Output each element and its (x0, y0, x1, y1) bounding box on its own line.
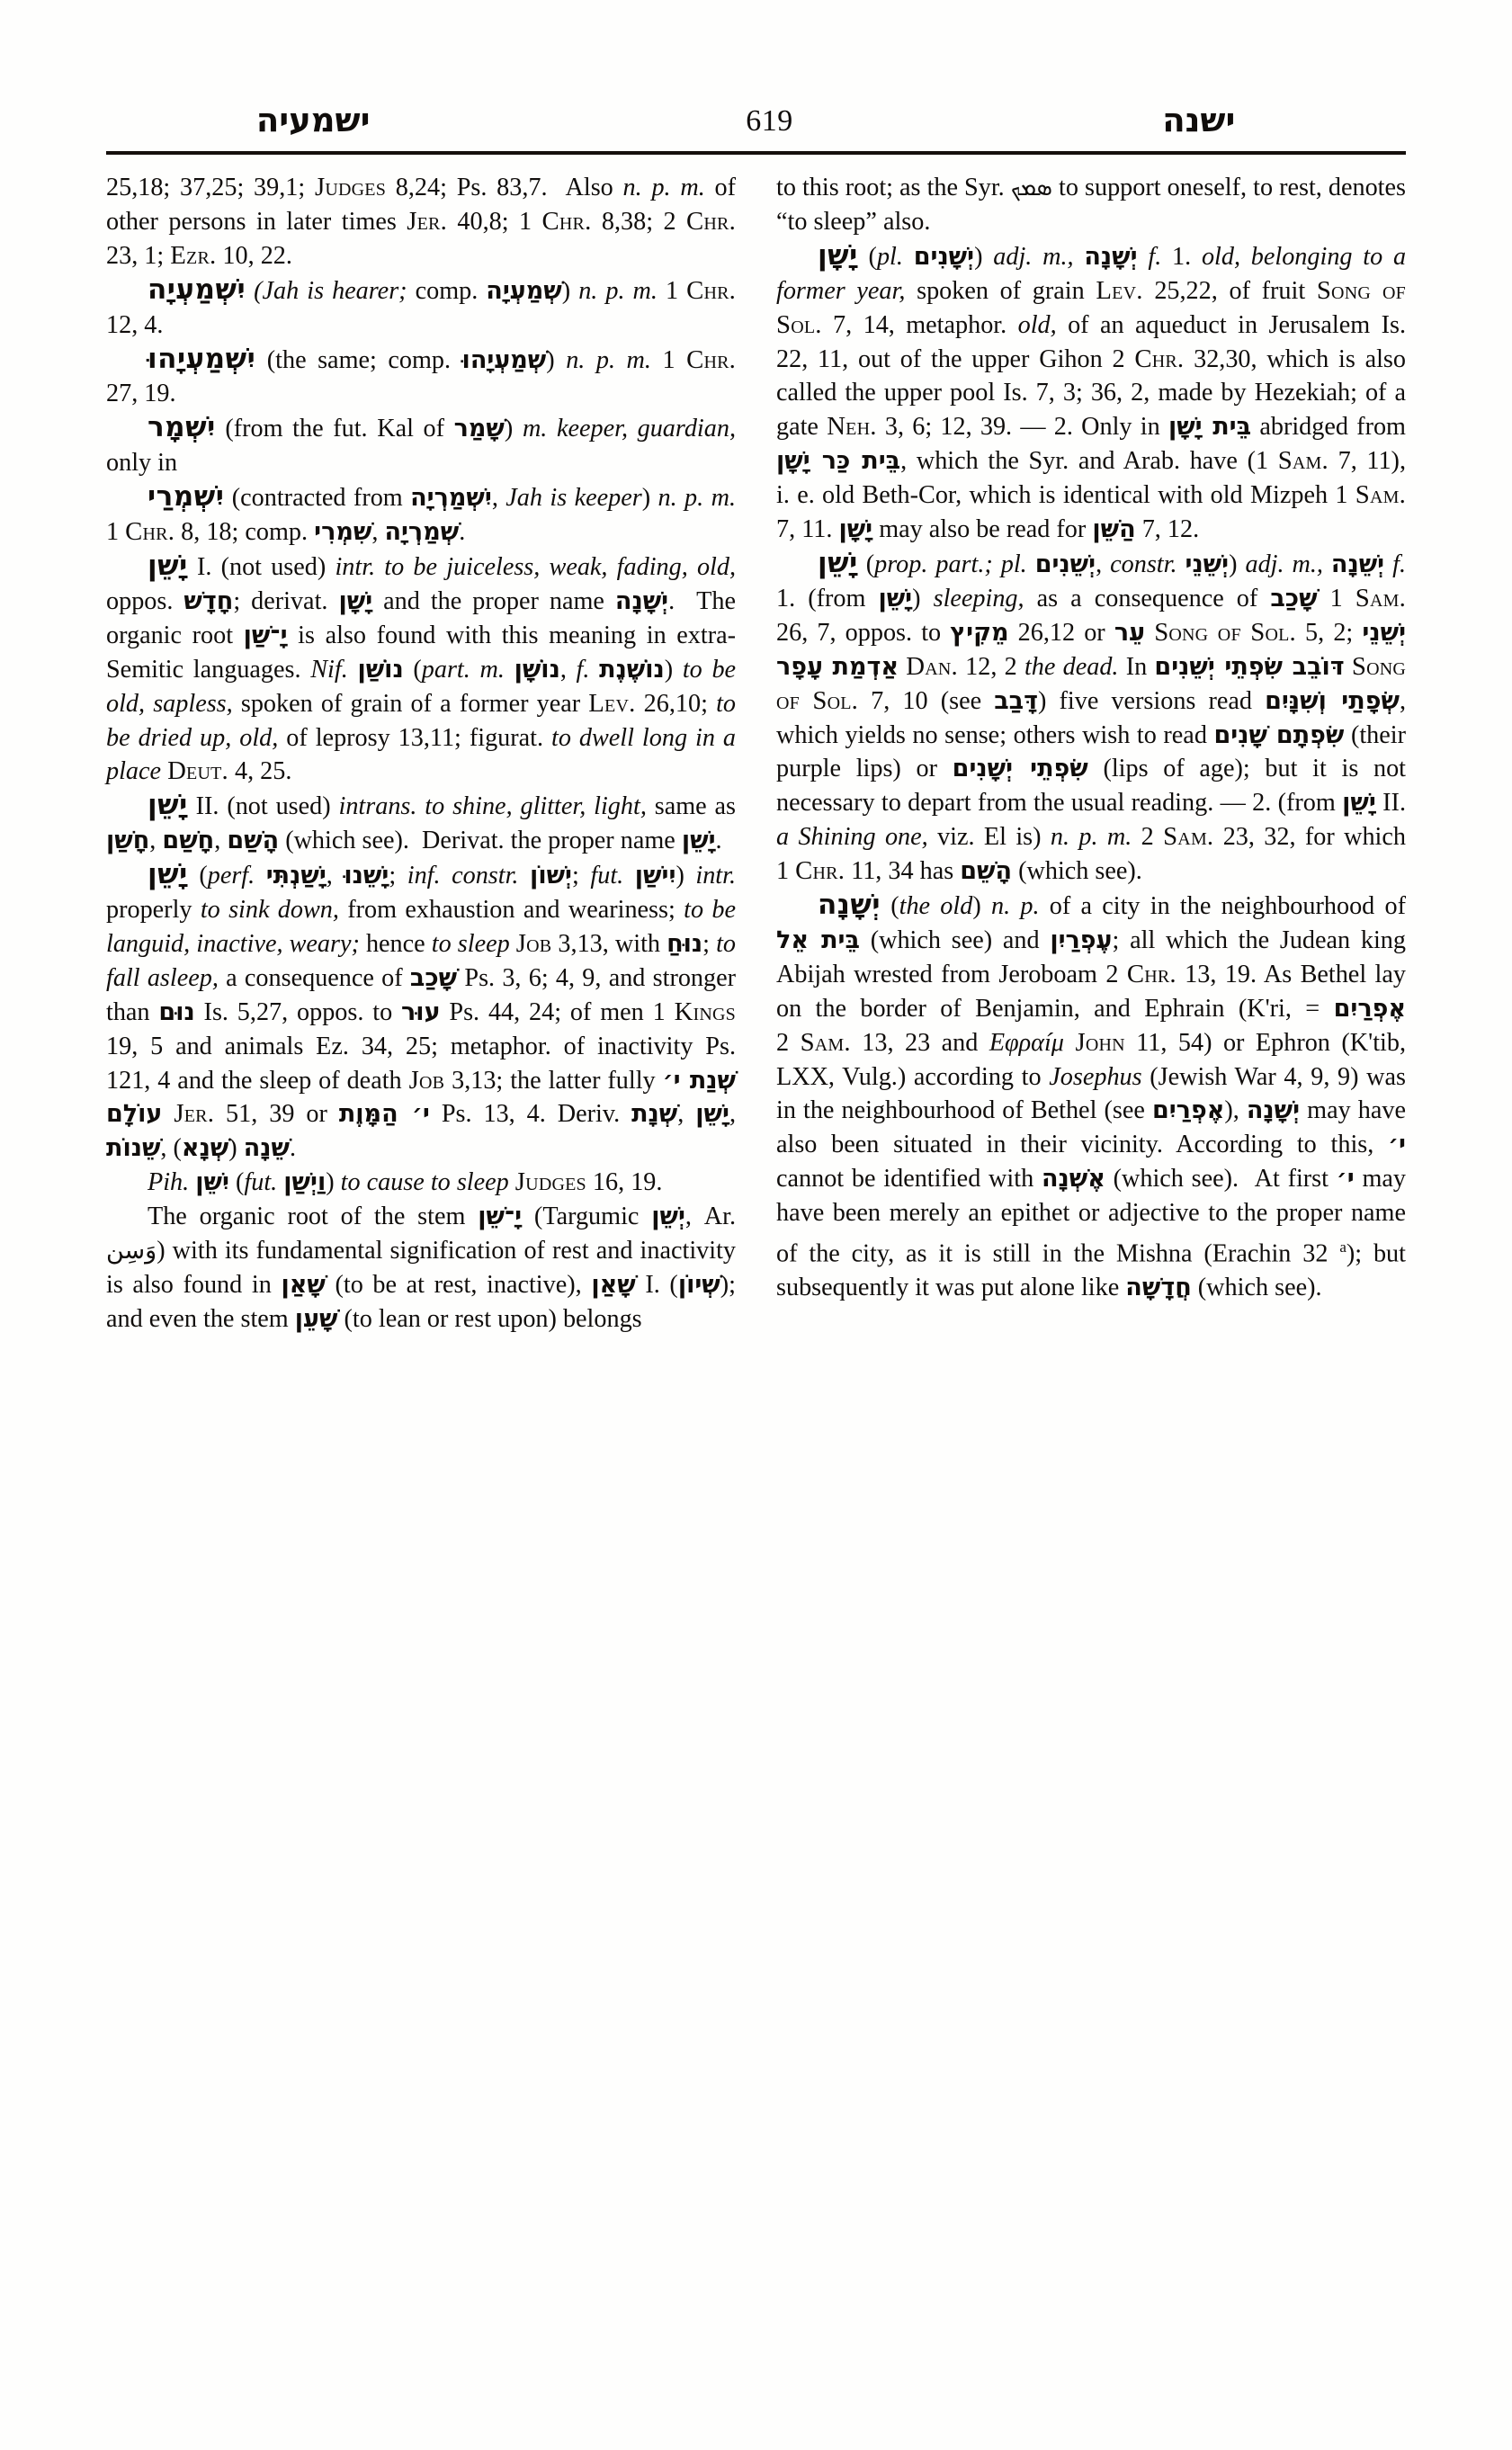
hebrew-inline: יָשֵׁן (681, 827, 716, 855)
book-abbr-jer: Jer. (174, 1099, 215, 1129)
gram-abbr: n. p. m. (622, 174, 705, 201)
hebrew-inline: עֵר (1114, 618, 1146, 647)
book-abbr-chr: Chr. (1126, 959, 1176, 988)
gloss: Jah is keeper (505, 484, 642, 513)
gram-abbr: n. p. m. (566, 345, 651, 374)
gram-abbr: intr. to be juiceless, weak, fading, old, (335, 552, 737, 581)
hebrew-inline: שִׂפְתָם שָׁנִים (1213, 720, 1345, 749)
hebrew-inline: חֲדָשָׁה (1125, 1274, 1192, 1302)
gram-abbr: intr. (695, 862, 737, 890)
book-abbr-song: Song of Sol. (776, 651, 1407, 715)
gram-abbr: n. p. m. (658, 484, 737, 513)
gloss: the dead. (1024, 652, 1119, 681)
header-rule (106, 151, 1406, 155)
em-dash: — (1020, 413, 1046, 442)
hebrew-inline: בֵּית אֵל (776, 925, 860, 954)
book-abbr-sam: Sam. (1277, 446, 1329, 476)
gram-abbr: pl. (876, 242, 903, 271)
column-right (776, 171, 1406, 2396)
book-abbr-neh: Neh. (827, 412, 877, 442)
gram-abbr: n. p. m. (1050, 823, 1132, 852)
gram-abbr: part. m. (421, 655, 505, 684)
page-number: 619 (746, 104, 793, 138)
paragraph-continuation: 25,18; 37,25; 39,1; Judges 8,24; Ps. 83,7. Also n. p. m. of other persons in later times Jer. 40,8; 1 Chr. 8,38; 2 Chr. 23, 1; Ezr. 10, 22. (106, 173, 737, 270)
hebrew-inline: שֵׁנָה (243, 1134, 290, 1163)
gram-abbr: f. (1148, 242, 1162, 271)
hebrew-inline: יְשֵׁנֵי אַדְמַת עָפָר (776, 618, 1407, 681)
headword: יִשְׁמְרַי (148, 480, 225, 514)
running-head (106, 77, 1406, 137)
book-abbr-ezr: Ezr. (170, 240, 217, 270)
book-abbr-john: John (1075, 1027, 1125, 1057)
gloss: keeper, guardian, (556, 415, 736, 443)
hebrew-inline: יִשְׁמַרְיָה (410, 484, 492, 513)
hebrew-inline: נוֹשַׁן (357, 655, 404, 684)
book-abbr-deut: Deut. (167, 756, 228, 786)
headword: יִשְׁמַעְיָה (148, 273, 246, 306)
book-abbr-chr: Chr. (125, 517, 175, 547)
headword: יִשֵּׁן (195, 1168, 229, 1197)
gram-abbr: f. (1392, 550, 1406, 578)
hebrew-inline: שֵׁנוֹת (106, 1134, 161, 1163)
hebrew-inline: שְׁמַרְיָה (384, 518, 460, 547)
hebrew-inline: יָשָׁן (838, 515, 873, 544)
hebrew-inline: מֵקִיץ (950, 618, 1009, 647)
source-josephus: Josephus (1049, 1062, 1142, 1091)
syriac-inline: ܣܡܟ (1010, 174, 1052, 201)
headword: יְשָׁנָה (818, 889, 881, 922)
hebrew-inline: שָׁמַר (453, 415, 505, 443)
hebrew-inline: נוּחַ (667, 929, 703, 958)
book-abbr-lev: Lev. (588, 688, 636, 718)
hebrew-inline: שִׂפְתֵי יְשָׁנִים (952, 755, 1088, 783)
running-head-left: ישמעיה (255, 101, 371, 139)
hebrew-inline: שְׁמַעְיָהוּ (461, 345, 547, 374)
hebrew-inline: יָשֵׁן (878, 584, 913, 612)
hebrew-inline: דָּבַב (994, 686, 1039, 715)
dictionary-entry: Pih. יִשֵּׁן (fut. וַיְשַׁן) to cause to sleep Judges 16, 19. (148, 1167, 663, 1197)
hebrew-inline: יְשָׁנָה (1084, 242, 1138, 271)
dictionary-entry: יָשֵׁן I. (not used) intr. to be juiceless, weak, fading, old, oppos. חָדָשׁ; derivat. יָשָׁן and the proper name יְשָׁנָה. The organic root יָ־שַׁן is also found with this meaning in extra-Semitic languages. Nif. נוֹשַׁן (part. m. נוֹשָׁן, f. נוֹשֶׁנֶת) to be old, sapless, spoken of grain of a former year Lev. 26,10; to be dried up, old, of leprosy 13,11; figurat. to dwell long in a place Deut. 4, 25. (106, 549, 737, 786)
book-abbr-judges: Judges (514, 1167, 586, 1197)
gram-abbr: fut. (590, 862, 624, 890)
book-abbr-chr: Chr. (1134, 344, 1185, 373)
gloss: the old (899, 892, 973, 921)
ref-list: 25,18; 37,25; 39,1; (106, 174, 306, 201)
gram-abbr: fut. (244, 1168, 278, 1197)
book-abbr-song: Song of Sol. (1154, 617, 1296, 647)
hebrew-inline: עֶפְרַיִן (1050, 925, 1113, 954)
dictionary-entry: יִשְׁמְרַי (contracted from יִשְׁמַרְיָה, Jah is keeper) n. p. m. 1 Chr. 8, 18; comp. שִׁמְרִי, שְׁמַרְיָה. (106, 480, 737, 547)
gloss: sleeping, (933, 584, 1024, 612)
paragraph-continuation: to this root; as the Syr. ܣܡܟ to support oneself, to rest, denotes “to sleep” also. (776, 174, 1406, 236)
hebrew-inline: יָשֵׁן (695, 1100, 729, 1129)
hebrew-inline: אֶפְרַיִם (1333, 994, 1406, 1023)
dictionary-entry: יָשָׁן (pl. יְשָׁנִים) adj. m., יְשָׁנָה f. 1. old, belonging to a former year, spoken of grain Lev. 25,22, of fruit Song of Sol. 7, 14, metaphor. old, of an aqueduct in Jerusalem Is. 22, 11, out of the upper Gihon 2 Chr. 32,30, which is also called the upper pool Is. 7, 3; 36, 2, made by Hezekiah; of a gate Neh. 3, 6; 12, 39. — 2. Only in בֵּית יָשָׁן abridged from בֵּית כַּר יָשָׁן, which the Syr. and Arab. have (1 Sam. 7, 11), i. e. old Beth-Cor, which is identical with old Mizpeh 1 Sam. 7, 11. יָשָׁן may also be read for הַשֵּׁן 7, 12. (776, 238, 1407, 544)
book-abbr-chr: Chr. (686, 275, 737, 305)
entry-roman-numeral: II. (195, 792, 219, 821)
hebrew-inline: יָ־שַׁן (243, 621, 288, 649)
hebrew-inline: יְשֵׁנָה (1330, 550, 1385, 578)
gloss: to be dried up, old, (106, 689, 736, 752)
book-abbr-judges: Judges (314, 173, 387, 201)
book-abbr-sam: Sam. (1355, 480, 1406, 510)
hebrew-inline: יְשָׁנָה (1246, 1096, 1301, 1125)
hebrew-inline: יְשֵׁנִים (1034, 550, 1096, 578)
book-abbr-sam: Sam. (800, 1027, 851, 1057)
hebrew-inline: שְׁנָא (181, 1134, 229, 1163)
dictionary-entry: יְשָׁנָה (the old) n. p. of a city in the neighbourhood of בֵּית אֵל (which see) and עֶפְרַיִן; all which the Judean king Abijah wrested from Jeroboam 2 Chr. 13, 19. As Bethel lay on the border of Benjamin, and Ephrain (K'ri, = אֶפְרַיִם 2 Sam. 13, 23 and Εφραíμ John 11, 54) or Ephron (K'tib, LXX, Vulg.) according to Josephus (Jewish War 4, 9, 9) was in the neighbourhood of Bethel (see אֶפְרַיִם), יְשָׁנָה may have also been situated in their vicinity. According to this, י׳ cannot be identified with אֶשְׁנָה (which see). At first י׳ may have been merely an epithet or adjective to the proper name of the city, as it is still in the Mishna (Erachin 32 $^a$); but subsequently it was put alone like חֲדָשָׁה (which see). (776, 889, 1407, 1302)
book-abbr-kings: Kings (674, 997, 736, 1026)
gram-abbr: n. p. m. (578, 276, 658, 305)
hebrew-inline: נוֹשָׁן (514, 655, 560, 684)
gloss: a Shining one, (776, 823, 928, 852)
dictionary-entry: יָשֵׁן II. (not used) intrans. to shine, glitter, light, same as חָשַׁן, חָשַׁם, הָשַׁם (which see). Derivat. the proper name יָשֵׁן. (106, 789, 737, 855)
gloss: old, belonging to a former year, (776, 242, 1407, 305)
book-abbr-dan: Dan. (906, 651, 958, 681)
dictionary-entry: יִשְׁמָר (from the fut. Kal of שָׁמַר) m. keeper, guardian, only in (106, 411, 736, 478)
book-abbr-jer: Jer. (407, 206, 447, 236)
running-head-right: ישנה (1162, 101, 1236, 139)
gram-abbr: inf. constr. (407, 862, 519, 890)
dictionary-entry: יִשְׁמַעְיָהוּ (the same; comp. שְׁמַעְיָהוּ) n. p. m. 1 Chr. 27, 19. (106, 342, 737, 408)
hebrew-inline: חָשַׁם (162, 827, 215, 855)
hebrew-inline: י׳ (1388, 1131, 1406, 1159)
hebrew-inline: וַיְשַׁן (283, 1168, 327, 1197)
book-abbr-sam: Sam. (1163, 822, 1214, 852)
two-column-body (106, 171, 1406, 2396)
hebrew-inline: יְשָׁנִים (913, 242, 975, 271)
entry-roman-numeral: I. (196, 552, 212, 581)
dictionary-entry: יִשְׁמַעְיָה (Jah is hearer; comp. שְׁמַעְיָה) n. p. m. 1 Chr. 12, 4. (106, 273, 737, 339)
hebrew-inline: יְשָׁנָה (614, 586, 669, 615)
hebrew-inline: שָׁעֵן (294, 1304, 338, 1333)
paragraph-etymology: The organic root of the stem יָ־שֵׁן (Targumic יְשֵׁן, Ar. وَسِن) with its fundamental signification of rest and inactivity is also found in שָׁאַן (to be at rest, inactive), שָׁאַן I. (שְׁיוֹן); and even the stem שָׁעֵן (to lean or rest upon) belongs (106, 1203, 737, 1333)
hebrew-inline: נוּם (158, 997, 195, 1026)
hebrew-inline: הַשֵּׁן (1092, 515, 1136, 544)
hebrew-inline: יְשׁוֹן (530, 862, 573, 890)
book-abbr-song: Song of Sol. (776, 275, 1406, 339)
headword: יִשְׁמָר (148, 411, 216, 444)
headword: יָשֵׁן (148, 789, 188, 822)
hebrew-inline: הָשֵׁם (960, 857, 1013, 886)
hebrew-inline: יְשֵׁן (651, 1203, 685, 1231)
dictionary-entry: יָשֵׁן (perf. יָשַׁנְתִּי, יָשֵׁנוּ; inf. constr. יְשׁוֹן; fut. יִישַׁן) intr. properly to sink down, from exhaustion and weariness; to be languid, inactive, weary; hence to sleep Job 3,13, with נוּחַ; to fall asleep, a consequence of שָׁכַב Ps. 3, 6; 4, 9, and stronger than נוּם Is. 5,27, oppos. to עוּר Ps. 44, 24; of men 1 Kings 19, 5 and animals Ez. 34, 25; metaphor. of inactivity Ps. 121, 4 and the sleep of death Job 3,13; the latter fully שְׁנַת י׳ עוֹלָם Jer. 51, 39 or י׳ הַמָּוֶת Ps. 13, 4. Deriv. שְׁנָת, יָשֵׁן, שֵׁנוֹת, (שְׁנָא) שֵׁנָה. (106, 858, 737, 1163)
gloss: (Jah is hearer; (254, 276, 407, 305)
hebrew-inline: יָשָׁן (338, 586, 373, 615)
hebrew-inline: חָדָשׁ (183, 586, 234, 615)
headword: יָשָׁן (818, 238, 858, 272)
book-abbr-chr: Chr. (541, 206, 592, 236)
hebrew-inline: יָ־שֵׁן (478, 1203, 523, 1231)
gram-abbr: constr. (1110, 550, 1177, 578)
headword: יָשֵׁן (148, 549, 188, 582)
hebrew-inline: אֶשְׁנָה (1041, 1165, 1105, 1194)
gram-abbr: adj. m., (993, 242, 1074, 271)
gloss: to sink down, (200, 896, 339, 925)
folio-side-marker: a (1339, 1238, 1346, 1256)
hebrew-inline: שָׁכַב (409, 963, 458, 992)
book-abbr-job: Job (408, 1065, 445, 1095)
hebrew-inline: עוֹלָם (106, 1100, 163, 1129)
gram-abbr: adj. m., (1245, 550, 1323, 578)
gloss: to sleep (431, 929, 510, 958)
hebrew-inline: שְׁנַת י׳ (662, 1066, 736, 1095)
hebrew-inline: י׳ הַמָּוֶת (338, 1100, 430, 1129)
hebrew-inline: שָׁאַן (591, 1271, 636, 1299)
hebrew-inline: שִׁמְרִי (314, 518, 372, 547)
hebrew-inline: נוֹשֶׁנֶת (599, 655, 665, 684)
headword: יָשֵׁן (148, 858, 188, 891)
hebrew-inline: שָׁאַן (281, 1271, 326, 1299)
hebrew-inline: יָשַׁנְתִּי (265, 862, 327, 890)
hebrew-inline: הָשַׁם (227, 827, 280, 855)
gloss: to fall asleep, (106, 929, 736, 992)
hebrew-inline: בֵּית כַּר יָשָׁן (776, 447, 901, 476)
gloss: to cause to sleep (340, 1168, 509, 1197)
book-abbr-chr: Chr. (686, 206, 736, 236)
hebrew-inline: בֵּית יָשָׁן (1168, 413, 1252, 442)
dictionary-entry: יָשֵׁן (prop. part.; pl. יְשֵׁנִים, constr. יְשֵׁנֵי) adj. m., יְשֵׁנָה f. 1. (from יָשֵׁן) sleeping, as a consequence of שָׁכַב 1 Sam. 26, 7, oppos. to מֵקִיץ 26,12 or עֵר Song of Sol. 5, 2; יְשֵׁנֵי אַדְמַת עָפָר Dan. 12, 2 the dead. In דּוֹבֵב שִׂפְתֵי יְשֵׁנִים Song of Sol. 7, 10 (see דָּבַב) five versions read שְׂפָתַי וְשִׁנָּיִם, which yields no sense; others wish to read שִׂפְתָם שָׁנִים (their purple lips) or שִׂפְתֵי יְשָׁנִים (lips of age); but it is not necessary to depart from the usual reading. — 2. (from יָשֵׁן II. a Shining one, viz. El is) n. p. m. 2 Sam. 23, 32, for which 1 Chr. 11, 34 has הָשֵׁם (which see). (776, 546, 1407, 886)
hebrew-inline: יָשֵׁן (1342, 789, 1376, 818)
hebrew-inline: שָׁכַב (1270, 584, 1318, 612)
headword: יִשְׁמַעְיָהוּ (148, 342, 256, 375)
book-abbr-chr: Chr. (686, 344, 737, 374)
greek-inline: Εφραíμ (989, 1028, 1064, 1057)
hebrew-inline: י׳ (1336, 1165, 1355, 1194)
gram-abbr: f. (576, 655, 590, 684)
stem-label: Nif. (310, 655, 348, 684)
gram-abbr: prop. part.; pl. (874, 550, 1027, 578)
em-dash: — (1220, 789, 1246, 818)
hebrew-inline: יְשֵׁנֵי (1185, 550, 1230, 578)
hebrew-inline: חָשַׁן (106, 827, 150, 855)
stem-label: Pih. (148, 1168, 190, 1197)
gram-abbr: intrans. to shine, glitter, light, (338, 792, 647, 821)
hebrew-inline: עוּר (401, 997, 441, 1026)
hebrew-inline: דּוֹבֵב שִׂפְתֵי יְשֵׁנִים (1154, 652, 1345, 681)
gram-abbr: m. (522, 415, 548, 443)
book-abbr-chr: Chr. (795, 856, 845, 886)
hebrew-inline: שְׂפָתַי וְשִׁנָּיִם (1265, 686, 1400, 715)
headword: יָשֵׁן (818, 546, 858, 579)
gram-abbr: perf. (207, 862, 255, 890)
gram-abbr: n. p. (990, 892, 1040, 921)
hebrew-inline: שְׁמַעְיָה (486, 276, 562, 305)
hebrew-inline: יִישַׁן (634, 862, 676, 890)
gloss: old, (1017, 310, 1057, 339)
hebrew-inline: יָשֵׁנוּ (344, 862, 389, 890)
gloss: to dwell long in a place (106, 723, 736, 786)
hebrew-inline: אֶפְרַיִם (1151, 1096, 1225, 1125)
book-abbr-sam: Sam. (1355, 583, 1407, 612)
hebrew-inline: שְׁיוֹן (677, 1271, 720, 1299)
gloss: to be languid, inactive, weary; (106, 896, 736, 958)
hebrew-inline: שְׁנָת (631, 1100, 678, 1129)
arabic-inline: وَسِن (106, 1237, 157, 1265)
gloss: to be old, sapless, (106, 655, 737, 718)
book-abbr-lev: Lev. (1096, 275, 1143, 305)
column-left (106, 171, 736, 2396)
book-abbr-job: Job (515, 928, 552, 958)
